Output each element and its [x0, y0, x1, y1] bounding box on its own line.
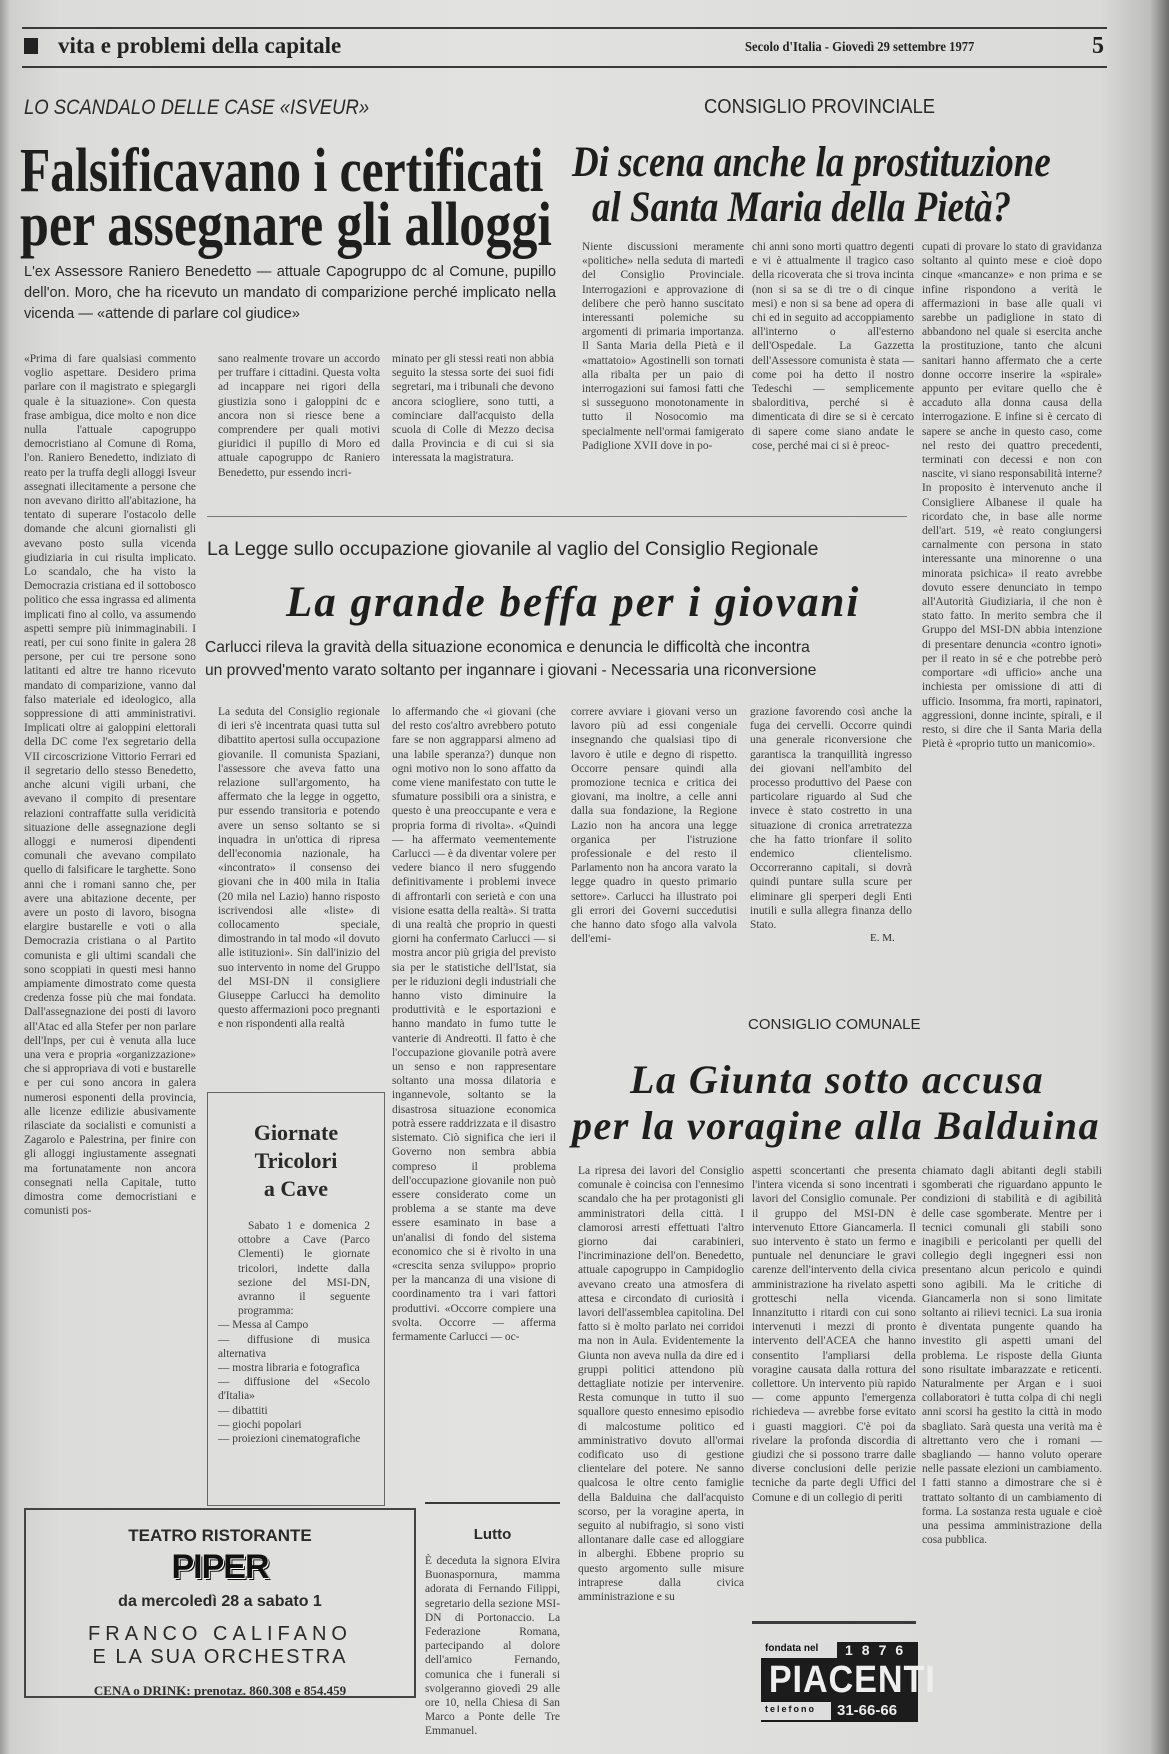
piper-artist-line-2: E LA SUA ORCHESTRA — [92, 1646, 348, 1668]
piper-advertisement — [24, 1508, 416, 1698]
piacenti-phone-label: telefono — [761, 1702, 831, 1720]
piacenti-year: 1876 — [845, 1642, 913, 1658]
piacenti-brand: PIACENTI — [768, 1659, 936, 1701]
provinciale-column-1: Niente discussioni meramente «politiche» nella seduta di martedì del Consiglio Provinciale. Interrogazioni e approvazione di delibere che però hanno suscitato interessanti polemiche su argomenti di primaria importanza. Il Santa Maria della Pietà e il «mattatoio» Agostinelli son tornati alla ribalta per un paio di interrogazioni sui famosi fatti che si susseguono monotonamente in tutto il Nosocomio ma specialmente nell'ormai famigerato Padiglione XVII dove in po- — [582, 241, 744, 452]
provinciale-kicker: CONSIGLIO PROVINCIALE — [704, 96, 936, 118]
masthead-bottom-rule — [22, 66, 1107, 68]
beffa-top-rule — [207, 516, 907, 517]
piacenti-founded-label: fondata nel — [761, 1642, 837, 1658]
paper-date: Secolo d'Italia - Giovedì 29 settembre 1977 — [745, 40, 975, 55]
comunale-headline-line-1: La Giunta sotto accusa — [630, 1057, 1045, 1102]
provinciale-column-3: cupati di provare lo stato di gravidanza soltanto al quinto mese e cioè dopo cinque «mancanze» e non prima e se infine rispondono a verità le affermazioni in base alle quali vi sarebbe un padiglione in stato di abbandono nel quale si esercita anche la prostituzione, tanto che alcuni sanitari hanno affermato che a certe donne occorre inserire la «spirale» appunto per evitare quello che è accaduto alla donna causa della interrogazione. E infine si è cercato di sapere se anche in questo caso, come nel resto dei quattro precedenti, terminati con decessi e non con nascite, vi siano responsabilità interne? In proposito è intervenuto anche il Consigliere Albanese il quale ha ricordato che, in base alle norme dell'art. 519, «è reato congiungersi carnalmente con persona in stato interessante una minorenne o una minorata psichica» il reato avrebbe dovuto essere denunciato in tempo all'Autorità Giudiziaria, il che non è stato fatto. In merito sembra che il Gruppo del MSI-DN abbia intenzione di presentare denuncia «contro ignoti» per il reato in sé e che potrebbe però comportare «di ufficio» anche una inchiesta per omissione di atti di ufficio. Insomma, fra morti, rapinatori, aggressioni, donne incinte, spirali, e il resto, si dire che il Santa Maria della Pietà è «proprio tutto un manicomio». — [922, 241, 1102, 751]
beffa-deck-line-1: Carlucci rileva la gravità della situazione economica e denuncia le difficoltà che incontra — [205, 639, 810, 656]
beffa-signature: E. M. — [870, 932, 895, 944]
lutto-title: Lutto — [473, 1526, 512, 1543]
page-number: 5 — [1092, 33, 1104, 59]
lutto-text: È deceduta la signora Elvira Buonaspornura, mamma adorata di Fernando Filippi, segretario della sezione MSI-DN di Portonaccio. La Federazione Romana, partecipando al dolore dell'amico Fernando, comunica che i funerali si svolgeranno giovedì 29 alle ore 10, nella Chiesa di San Marco a Ponte delle Tre Emmanuel. — [425, 1555, 560, 1738]
isveur-column-1: «Prima di fare qualsiasi commento voglio aspettare. Desidero prima parlare con il magistrato e spiegargli quale è la situazione». Con questa frase ambigua, dice molto e non dice nulla l'attuale capogruppo democristiano al Comune di Roma, l'on. Raniero Benedetto, indiziato di reato per la truffa degli alloggi Isveur assegnati illecitamente a persone che non avevano diritto all'abitazione, ha tentato di superare l'ostacolo delle domande che alcuni giornalisti gli avevano posto sulla vicenda giudiziaria in cui risulta implicato. Lo scandalo, che ha visto la Democrazia cristiana ed il sottobosco politico che essa ingrassa ed alimenta implicati fino al collo, va assumendo aspetti sempre più inimmaginabili. I reati, per cui sono finite in galera 28 persone, per cui tre persone sono latitanti ed altre tre hanno ricevuto mandato di comparizione, vanno dal falso materiale ed ideologico, alla soppressione di atti amministrativi. Implicati oltre ai galoppini elettorali della DC come l'ex segretario della VII circoscrizione Vittorio Ferrari ed il segretario dello stesso Benedetto, anche alcuni vigili urbani, che avevano il compito di presentare relazioni contraffatte sulla veridicità situazione delle assegnazione degli alloggi e numerosi dipendenti comunali che avevano compilato quello di falsificare le targhette. Sono anni che i romani sanno che, per avere una abitazione decente, per avere un posto di lavoro, bisogna elargire bustarelle e voti o alla Democrazia cristiana o al Partito comunista e gli ultimi scandali che sono scoppiati in questi mesi hanno ampiamente dimostrato come questa credenza fosse più che mai fondata. Dall'assegnazione dei posti di lavoro all'Atac ed alla Stefer per non parlare dell'Inps, per cui è venuta alla luce una vera e propria «organizzazione» che si appropriava di voti e bustarelle e per cui sono ancora in galera numerosi esponenti della provincia, alle licenze edilizie abusivamente rilasciate da socialisti e comunisti a Zagarolo e Palestrina, per finire con gli alloggi ingiustamente assegnati ma fortunatamente non ancora consegnati nella Capitale, tutto dimostra come democristiani e comunisti pos- — [24, 353, 196, 1218]
piacenti-phone: 31-66-66 — [837, 1702, 898, 1719]
piper-booking: CENA o DRINK: prenotaz. 860.308 e 854.459 — [93, 1683, 347, 1698]
giornate-title-line-2: Tricolori — [254, 1148, 338, 1173]
beffa-column-1: La seduta del Consiglio regionale di ieri s'è incentrata quasi tutta sul dibattito apertosi sulla occupazione giovanile. Il comunista Spaziani, l'assessore che aveva fatto una relazione sull'argomento, ha affermato che la legge in oggetto, pur essendo transitoria e potendo avere un senso soltanto se si inquadra in un'ottica di ripresa dell'economia nazionale, ha «incontrato» il consenso dei giovani che in 400 mila in Italia (20 mila nel Lazio) hanno risposto iscrivendosi alle «liste» di collocamento speciale, dimostrando in tal modo «il dovuto alle istituzioni». Sin dall'inizio del suo intervento in nome del Gruppo del MSI-DN il consigliere Giuseppe Carlucci ha demolito questo affermazioni poco pregnanti e non rispondenti alla realtà — [218, 706, 380, 1031]
giornate-item: — dibattiti — [218, 1404, 268, 1417]
provinciale-headline-line-1: Di scena anche la prostituzione — [572, 139, 1051, 186]
isveur-deck: L'ex Assessore Raniero Benedetto — attuale Capogruppo dc al Comune, pupillo dell'on. Moro, che ha ricevuto un mandato di comparizione perché implicato nella vicenda — «attende di parlare col giudice» — [24, 264, 556, 322]
piper-logo: PIPER — [171, 1548, 269, 1586]
beffa-deck-line-2: un provved'mento varato soltanto per ingannare i giovani - Necessaria una riconversione — [205, 662, 817, 679]
piacenti-top-rule — [752, 1621, 916, 1624]
isveur-column-2: sano realmente trovare un accordo per truffare i cittadini. Questa volta ad incappare nei rigori della giustizia sono i galoppini dc e ancora non si riesce bene a comprendere per quali motivi giuridici il pupillo di Moro ed attuale capogruppo dc Raniero Benedetto, pur essendo incri- — [218, 353, 380, 479]
piper-artist-line-1: FRANCO CALIFANO — [88, 1623, 352, 1645]
giornate-box — [207, 1092, 385, 1506]
masthead-top-rule — [22, 27, 1107, 29]
piper-venue-type: TEATRO RISTORANTE — [128, 1526, 312, 1545]
giornate-item: — proiezioni cinematografiche — [218, 1433, 361, 1446]
giornate-item: — diffusione del «Secolo d'Italia» — [218, 1376, 370, 1403]
comunale-kicker: CONSIGLIO COMUNALE — [748, 1016, 921, 1033]
section-title: vita e problemi della capitale — [58, 33, 342, 58]
giornate-item: — Messa al Campo — [218, 1319, 309, 1332]
section-square-icon — [24, 38, 38, 54]
provinciale-headline-line-2: al Santa Maria della Pietà? — [592, 184, 1012, 231]
giornate-title-line-1: Giornate — [253, 1120, 339, 1145]
comunale-column-3: chiamato dagli abitanti degli stabili sgomberati che riguardano appunto le condizioni di stabilità e di agibilità delle case sgomberate. Mentre per i tecnici comunali gli stabili sono inagibili e pericolanti per quelli del collegio degli ingegneri essi non presentano alcun pericolo e quindi sono agibili. Ma le critiche di Giancamerla non si sono limitate soltanto ai rilievi tecnici. La sua ironia è diventata pungente quando ha investito gli aspetti umani del problema. Le risposte della Giunta sono risultate imbarazzate e reticenti. Naturalmente per Argan e i suoi collaboratori è tutta colpa di chi negli anni scorsi ha gestito la città in modo sbagliato. Sarà questa una verità ma è altrettanto vero che i romani — sbagliando — hanno voluto operare nelle passate elezioni un cambiamento. I fatti stanno a dimostrare che si è trattato soltanto di un cambiamento di forma. La sostanza resta uguale e cioè una pessima amministrazione della cosa pubblica. — [922, 1165, 1102, 1547]
isveur-column-3: minato per gli stessi reati non abbia seguito la stessa sorte dei suoi fidi segretari, ma i tribunali che devono ancora sciogliere, sono tutti, a cominciare dall'acquisto della scuola di Colle di Mezzo decisa dalla Provincia e di cui si sia interessata la magistratura. — [392, 353, 554, 465]
provinciale-column-2: chi anni sono morti quattro degenti e vi è attualmente il tragico caso della ricoverata che si trova incinta (non si sa se di tre o di cinque mesi) e non si sa bene ad opera di chi ed in seguito ad accoppiamento all'interno o all'esterno dell'Ospedale. La Gazzetta dell'Assessore comunista è stata — come poi ha detto il nostro Tedeschi — semplicemente sbalorditiva, perché si è dimenticata di dire se si è cercato di sapere come siano andate le cose, perché mai ci si è preoc- — [752, 241, 914, 452]
giornate-item: — diffusione di musica alternativa — [218, 1333, 370, 1360]
piacenti-advertisement — [761, 1642, 936, 1722]
comunale-headline-line-2: per la voragine alla Balduina — [572, 1103, 1100, 1148]
beffa-column-2: lo affermando che «i giovani (che del resto cos'altro avrebbero potuto fare se non aggrapparsi almeno ad una labile speranza?) dunque non ogni motivo non lo sono affatto da come viene manifestato con tutte le sfumature possibili ora a sinistra, e questo è una preoccupante e vera e propria forma di rivolta». «Quindi — ha affermato veementemente Carlucci — è da diventar volere per vedere bianco il nero sfuggendo definitivamente i problemi invece di affrontarli con serietà e con una visione esatta della realtà». Si tratta di una realtà che proprio in questi giorni ha confermato Carlucci — si mostra ancor più grigia del previsto sia per le statistiche dell'Istat, sia per le riduzioni degli industriali che hanno visto diminuire la produttività e le esportazioni e hanno mandato in fumo tutte le vanterie di Andreotti. Il fatto è che l'occupazione giovanile potrà avere un senso e non rappresentare soltanto una mossa dilatoria e ingannevole, soltanto se la disastrosa situazione economica potrà essere raddrizzata e il disastro sistemato. Ciò significa che ieri il Governo non sembra abbia compreso il problema dell'occupazione giovanile non può essere considerato come un problema a se stante ma deve essere esaminato in base a un'analisi di fondo del sistema economico che si è rivolto in una «crescita senza sviluppo» proprio per la mancanza di una visione di coordinamento tra i vari fattori produttivi. «Occorre compiere una svolta. Occorre — afferma fermamente Carlucci — oc- — [392, 706, 556, 1343]
beffa-column-4: grazione favorendo così anche la fuga dei cervelli. Occorre quindi una generale riconversione che garantisca la tranquillità ingresso dei giovani nell'ambito del processo produttivo del Paese con particolare riguardo al Sud che invece è stato costretto in una situazione di cronica arretratezza che ha fatto trionfare il solito endemico clientelismo. Occorreranno capitali, si dovrà quindi puntare sulla scure per eliminare gli sperperi degli Enti inutili e sulla allegra finanza dello Stato. — [750, 706, 912, 932]
isveur-kicker: LO SCANDALO DELLE CASE «ISVEUR» — [24, 96, 370, 119]
giornate-item: — giochi popolari — [218, 1418, 302, 1431]
lutto-top-rule — [425, 1502, 560, 1504]
giornate-title-line-3: a Cave — [263, 1176, 329, 1201]
beffa-headline: La grande beffa per i giovani — [286, 579, 861, 626]
isveur-headline-line-2: per assegnare gli alloggi — [20, 191, 552, 259]
comunale-column-1: La ripresa dei lavori del Consiglio comunale è coincisa con l'ennesimo scandalo che ha per protagonisti gli amministratori della città. I clamorosi arresti effettuati l'altro giorno dai carabinieri, l'incriminazione dell'on. Benedetto, attuale capogruppo in Campidoglio avevano creato una atmosfera di attesa e circondato di curiosità i lavori dell'assemblea capitolina. Del fatto si è molto parlato nei corridoi ma non in Aula. Evidentemente la Giunta non aveva nulla da dire ed i gruppi politici attendono più dettagliate notizie per intervenire. Resta comunque in tutto il suo squallore questo ennesimo episodio di malcostume politico ed amministrativo dovuto all'ormai codificato uso di gestione clientelare del potere. Ne sanno qualcosa le oltre cento famiglie della Balduina che dall'acquisto scorso, per la voragine aperta, in seguito al nubifragio, si sono visti allontanare dalle case ed alloggiare in alberghi. Ebbene proprio su questo argomento sulle misure intraprese dalla civica amministrazione e su — [578, 1165, 744, 1604]
beffa-kicker: La Legge sullo occupazione giovanile al vaglio del Consiglio Regionale — [207, 538, 819, 560]
comunale-column-2: aspetti sconcertanti che presenta l'intera vicenda si sono incentrati i lavori del Consiglio comunale. Per il gruppo del MSI-DN è intervenuto Ettore Giancamerla. Il suo intervento è stato un fermo e puntuale nel denunciare le gravi carenze dell'intervento della civica amministrazione ha rivelato aspetti grotteschi nella vicenda. Innanzitutto i ritardi con cui sono intervenuti i mezzi di pronto intervento dell'ACEA che hanno consentito l'ampliarsi della voragine causata dalla rottura del collettore. Un intervento più rapido — come appunto l'emergenza richiedeva — avrebbe forse evitato i guasti maggiori. C'è poi da rivelare la profonda discordia di giudizi che si possono trarre dalle diverse conclusioni delle perizie tecniche da parte degli Uffici del Comune e di un collegio di periti — [752, 1165, 916, 1504]
isveur-headline-line-1: Falsificavano i certificati — [20, 137, 544, 205]
piper-dates: da mercoledì 28 a sabato 1 — [118, 1593, 322, 1610]
beffa-column-3: correre avviare i giovani verso un lavoro più ad essi congeniale insegnando che qualsiasi tipo di lavoro è utile e degno di rispetto. Occorre pensare quindi alla promozione tecnica e critica dei giovani, ma inoltre, a celle anni dalla sua fondazione, la Regione Lazio non ha ancora una legge organica per l'istruzione professionale e del resto il Parlamento non ha ancora varato la legge quadro in questo primario settore». Carlucci ha illustrato poi gli errori dei Governi succedutisi che hanno dato sfogo alla valvola dell'emi- — [571, 706, 737, 946]
giornate-item: — mostra libraria e fotografica — [218, 1362, 360, 1375]
giornate-intro: Sabato 1 e domenica 2 ottobre a Cave (Parco Clementi) le giornate tricolori, indette dalla sezione del MSI-DN, avranno il seguente programma: — [238, 1220, 370, 1318]
